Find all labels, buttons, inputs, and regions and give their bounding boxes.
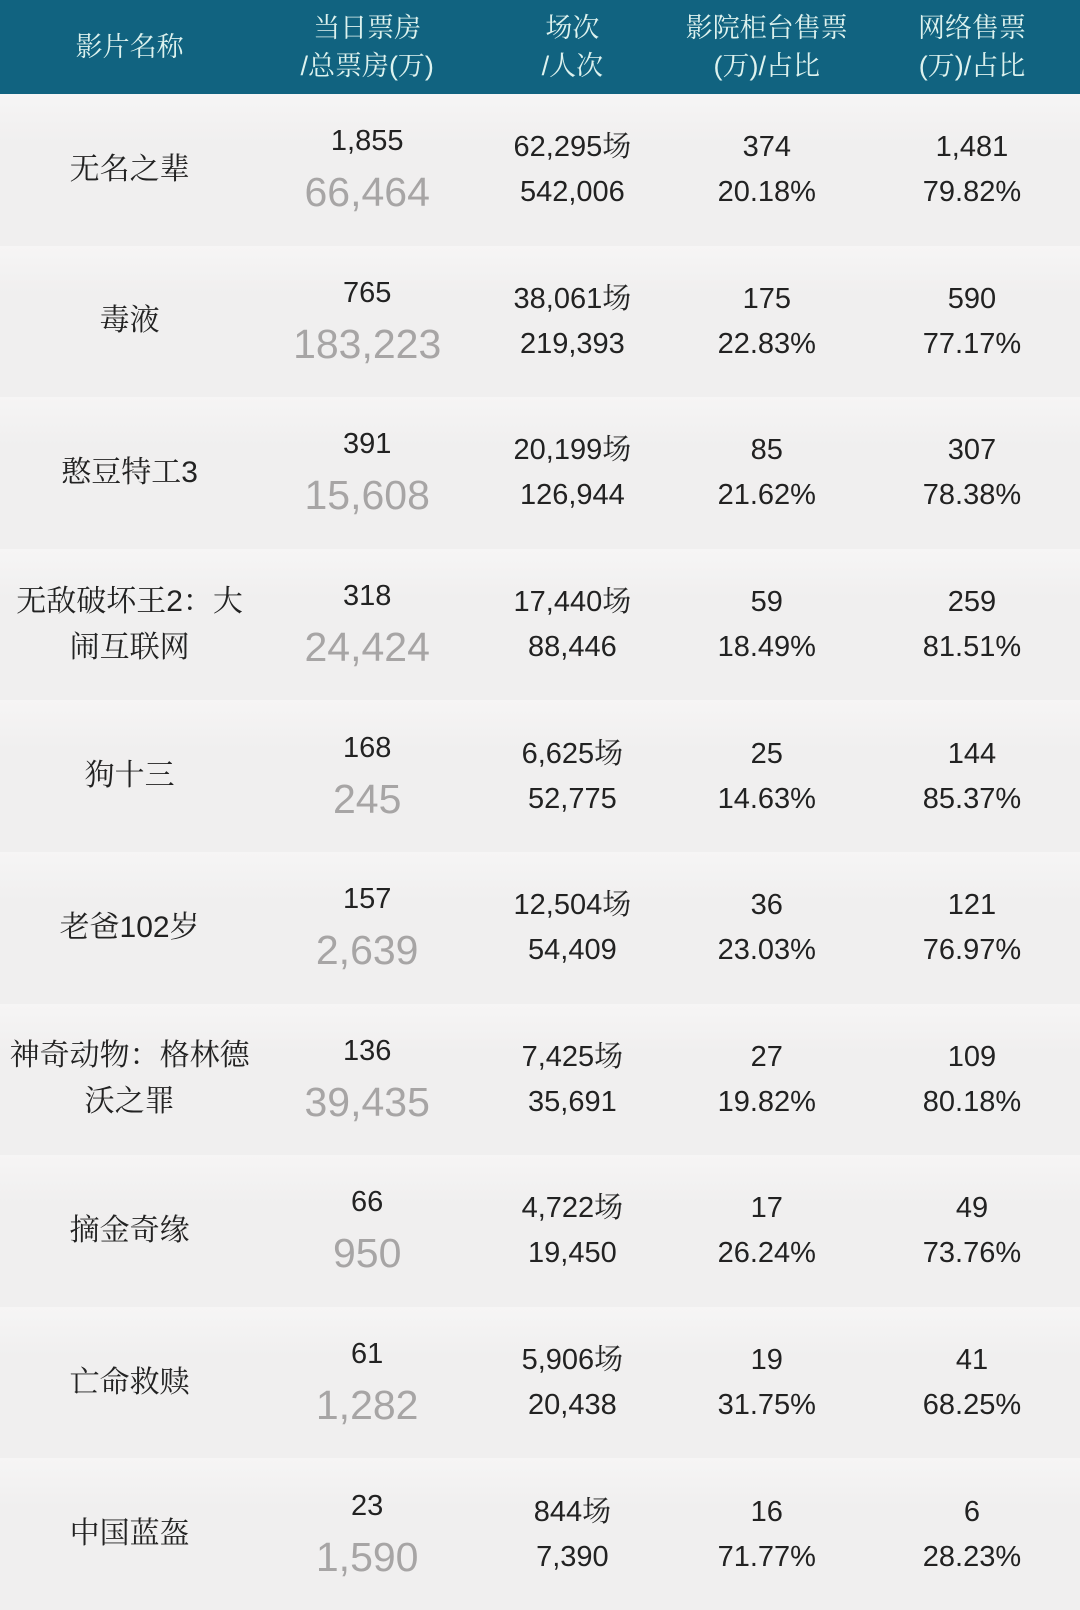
total-box-office-value: 950	[332, 1230, 402, 1277]
counter-share-value: 22.83%	[717, 327, 816, 360]
col-header-line: 影院柜台售票	[685, 13, 848, 43]
box-office-cell	[259, 852, 475, 1004]
col-header-movie-name	[0, 0, 259, 94]
counter-sales-cell	[670, 1458, 864, 1610]
counter-sales-cell	[670, 549, 864, 701]
col-header-online-sales	[864, 0, 1080, 94]
col-header-line: 影片名称	[75, 32, 184, 62]
admissions-value: 7,390	[536, 1540, 609, 1573]
counter-sales-cell	[670, 94, 864, 246]
shows-cell	[475, 1458, 669, 1610]
online-sales-cell	[864, 1004, 1080, 1156]
shows-cell	[475, 1155, 669, 1307]
counter-sales-value: 25	[750, 737, 783, 770]
shows-cell	[475, 397, 669, 549]
movie-name-cell	[0, 1458, 259, 1610]
shows-cell	[475, 852, 669, 1004]
show-count-value: 7,425场	[521, 1040, 624, 1073]
online-share-value: 78.38%	[922, 479, 1022, 512]
movie-name-cell	[0, 397, 259, 549]
col-header-line: 网络售票	[917, 13, 1026, 43]
counter-sales-cell	[670, 1155, 864, 1307]
online-sales-value: 6	[963, 1495, 981, 1528]
shows-cell	[475, 1307, 669, 1459]
counter-share-value: 26.24%	[717, 1237, 816, 1270]
daily-box-office-value: 61	[351, 1338, 384, 1371]
table-row[interactable]	[0, 246, 1080, 398]
counter-share-value: 71.77%	[717, 1540, 816, 1573]
show-count-value: 17,440场	[513, 586, 632, 619]
online-sales-cell	[864, 1155, 1080, 1307]
table-row[interactable]	[0, 1155, 1080, 1307]
admissions-value: 52,775	[528, 782, 617, 815]
box-office-cell	[259, 397, 475, 549]
online-sales-value: 259	[947, 586, 997, 619]
counter-sales-cell	[670, 852, 864, 1004]
total-box-office-value: 66,464	[304, 169, 430, 216]
total-box-office-value: 39,435	[304, 1078, 430, 1125]
online-sales-value: 590	[947, 282, 997, 315]
movie-name-cell	[0, 549, 259, 701]
counter-sales-value: 27	[750, 1040, 783, 1073]
box-office-cell	[259, 1004, 475, 1156]
movie-name-cell	[0, 700, 259, 852]
table-body	[0, 94, 1080, 1610]
online-sales-cell	[864, 700, 1080, 852]
shows-cell	[475, 700, 669, 852]
online-share-value: 77.17%	[922, 327, 1022, 360]
show-count-value: 20,199场	[513, 434, 632, 467]
online-sales-cell	[864, 1307, 1080, 1459]
online-sales-value: 121	[947, 889, 997, 922]
admissions-value: 542,006	[519, 176, 625, 209]
total-box-office-value: 245	[332, 775, 402, 822]
counter-sales-cell	[670, 1004, 864, 1156]
counter-sales-value: 374	[742, 131, 791, 164]
daily-box-office-value: 136	[342, 1034, 392, 1067]
daily-box-office-value: 168	[342, 731, 392, 764]
shows-cell	[475, 1004, 669, 1156]
daily-box-office-value: 318	[342, 580, 392, 613]
daily-box-office-value: 765	[342, 276, 392, 309]
movie-name: 无名之辈	[69, 152, 190, 186]
table-row[interactable]	[0, 852, 1080, 1004]
movie-name: 毒液	[99, 304, 160, 338]
box-office-cell	[259, 94, 475, 246]
box-office-cell	[259, 549, 475, 701]
online-share-value: 28.23%	[922, 1540, 1022, 1573]
table-row[interactable]	[0, 1004, 1080, 1156]
counter-share-value: 14.63%	[717, 782, 816, 815]
movie-name: 狗十三	[84, 759, 175, 793]
col-header-line: /人次	[541, 51, 604, 81]
online-sales-cell	[864, 246, 1080, 398]
daily-box-office-value: 23	[351, 1489, 384, 1522]
show-count-value: 6,625场	[521, 737, 624, 770]
online-sales-cell	[864, 1458, 1080, 1610]
box-office-cell	[259, 1458, 475, 1610]
online-sales-cell	[864, 94, 1080, 246]
show-count-value: 62,295场	[513, 131, 632, 164]
movie-name: 无敌破坏王2：大闹互联网	[16, 584, 243, 664]
total-box-office-value: 24,424	[304, 624, 430, 671]
counter-sales-value: 175	[742, 282, 791, 315]
online-share-value: 68.25%	[922, 1389, 1022, 1422]
counter-sales-cell	[670, 700, 864, 852]
shows-cell	[475, 549, 669, 701]
online-share-value: 73.76%	[922, 1237, 1022, 1270]
online-sales-cell	[864, 397, 1080, 549]
counter-share-value: 18.49%	[717, 631, 816, 664]
online-sales-value: 1,481	[935, 131, 1009, 164]
counter-sales-value: 59	[750, 586, 783, 619]
online-sales-value: 41	[955, 1344, 989, 1377]
online-share-value: 76.97%	[922, 934, 1022, 967]
counter-sales-value: 17	[750, 1192, 783, 1225]
col-header-daily-box-office	[259, 0, 475, 94]
movie-name: 神奇动物：格林德沃之罪	[9, 1039, 250, 1119]
total-box-office-value: 15,608	[304, 472, 430, 519]
col-header-counter-sales	[670, 0, 864, 94]
shows-cell	[475, 94, 669, 246]
col-header-line: 当日票房	[313, 13, 422, 43]
table-header	[0, 0, 1080, 94]
movie-name: 憨豆特工3	[61, 455, 198, 489]
col-header-line: /总票房(万)	[300, 51, 434, 81]
box-office-cell	[259, 700, 475, 852]
counter-share-value: 20.18%	[717, 176, 816, 209]
box-office-cell	[259, 1307, 475, 1459]
daily-box-office-value: 66	[351, 1186, 384, 1219]
counter-share-value: 23.03%	[717, 934, 816, 967]
counter-sales-cell	[670, 397, 864, 549]
table-row[interactable]	[0, 1307, 1080, 1459]
show-count-value: 12,504场	[513, 889, 632, 922]
table-row[interactable]	[0, 700, 1080, 852]
movie-name-cell	[0, 852, 259, 1004]
online-sales-value: 144	[947, 737, 997, 770]
online-share-value: 79.82%	[922, 176, 1022, 209]
movie-name-cell	[0, 1155, 259, 1307]
counter-sales-value: 16	[750, 1495, 783, 1528]
online-share-value: 80.18%	[922, 1085, 1022, 1118]
total-box-office-value: 2,639	[315, 927, 419, 974]
movie-name-cell	[0, 246, 259, 398]
counter-sales-value: 85	[750, 434, 783, 467]
admissions-value: 219,393	[519, 327, 625, 360]
admissions-value: 126,944	[519, 479, 625, 512]
admissions-value: 54,409	[528, 934, 617, 967]
counter-sales-value: 19	[750, 1344, 783, 1377]
daily-box-office-value: 157	[342, 883, 392, 916]
online-sales-value: 109	[947, 1040, 997, 1073]
daily-box-office-value: 391	[342, 428, 392, 461]
table-row[interactable]	[0, 549, 1080, 701]
movie-name-cell	[0, 1004, 259, 1156]
online-sales-value: 307	[947, 434, 997, 467]
total-box-office-value: 183,223	[293, 320, 442, 367]
show-count-value: 4,722场	[521, 1192, 624, 1225]
admissions-value: 35,691	[528, 1085, 617, 1118]
online-sales-cell	[864, 852, 1080, 1004]
show-count-value: 5,906场	[521, 1344, 624, 1377]
col-header-line: (万)/占比	[918, 51, 1026, 81]
admissions-value: 20,438	[528, 1389, 617, 1422]
table-row[interactable]	[0, 397, 1080, 549]
counter-sales-cell	[670, 246, 864, 398]
online-share-value: 85.37%	[922, 782, 1022, 815]
counter-share-value: 19.82%	[717, 1085, 816, 1118]
counter-share-value: 21.62%	[717, 479, 816, 512]
counter-sales-value: 36	[750, 889, 783, 922]
table-row[interactable]	[0, 1458, 1080, 1610]
admissions-value: 19,450	[528, 1237, 617, 1270]
counter-sales-cell	[670, 1307, 864, 1459]
movie-name-cell	[0, 1307, 259, 1459]
total-box-office-value: 1,282	[315, 1382, 419, 1429]
counter-share-value: 31.75%	[717, 1389, 816, 1422]
online-share-value: 81.51%	[922, 631, 1022, 664]
movie-name: 亡命救赎	[69, 1365, 190, 1399]
daily-box-office-value: 1,855	[330, 125, 404, 158]
col-header-show-count	[475, 0, 669, 94]
col-header-line: 场次	[545, 13, 600, 43]
shows-cell	[475, 246, 669, 398]
movie-name: 摘金奇缘	[69, 1213, 190, 1247]
show-count-value: 38,061场	[513, 282, 632, 315]
box-office-cell	[259, 246, 475, 398]
box-office-cell	[259, 1155, 475, 1307]
movie-name-cell	[0, 94, 259, 246]
online-sales-value: 49	[955, 1192, 989, 1225]
movie-name: 老爸102岁	[59, 910, 200, 944]
total-box-office-value: 1,590	[315, 1533, 419, 1580]
show-count-value: 844场	[533, 1495, 612, 1528]
online-sales-cell	[864, 549, 1080, 701]
admissions-value: 88,446	[528, 631, 617, 664]
table-row[interactable]	[0, 94, 1080, 246]
col-header-line: (万)/占比	[713, 51, 821, 81]
movie-name: 中国蓝盔	[69, 1517, 190, 1551]
